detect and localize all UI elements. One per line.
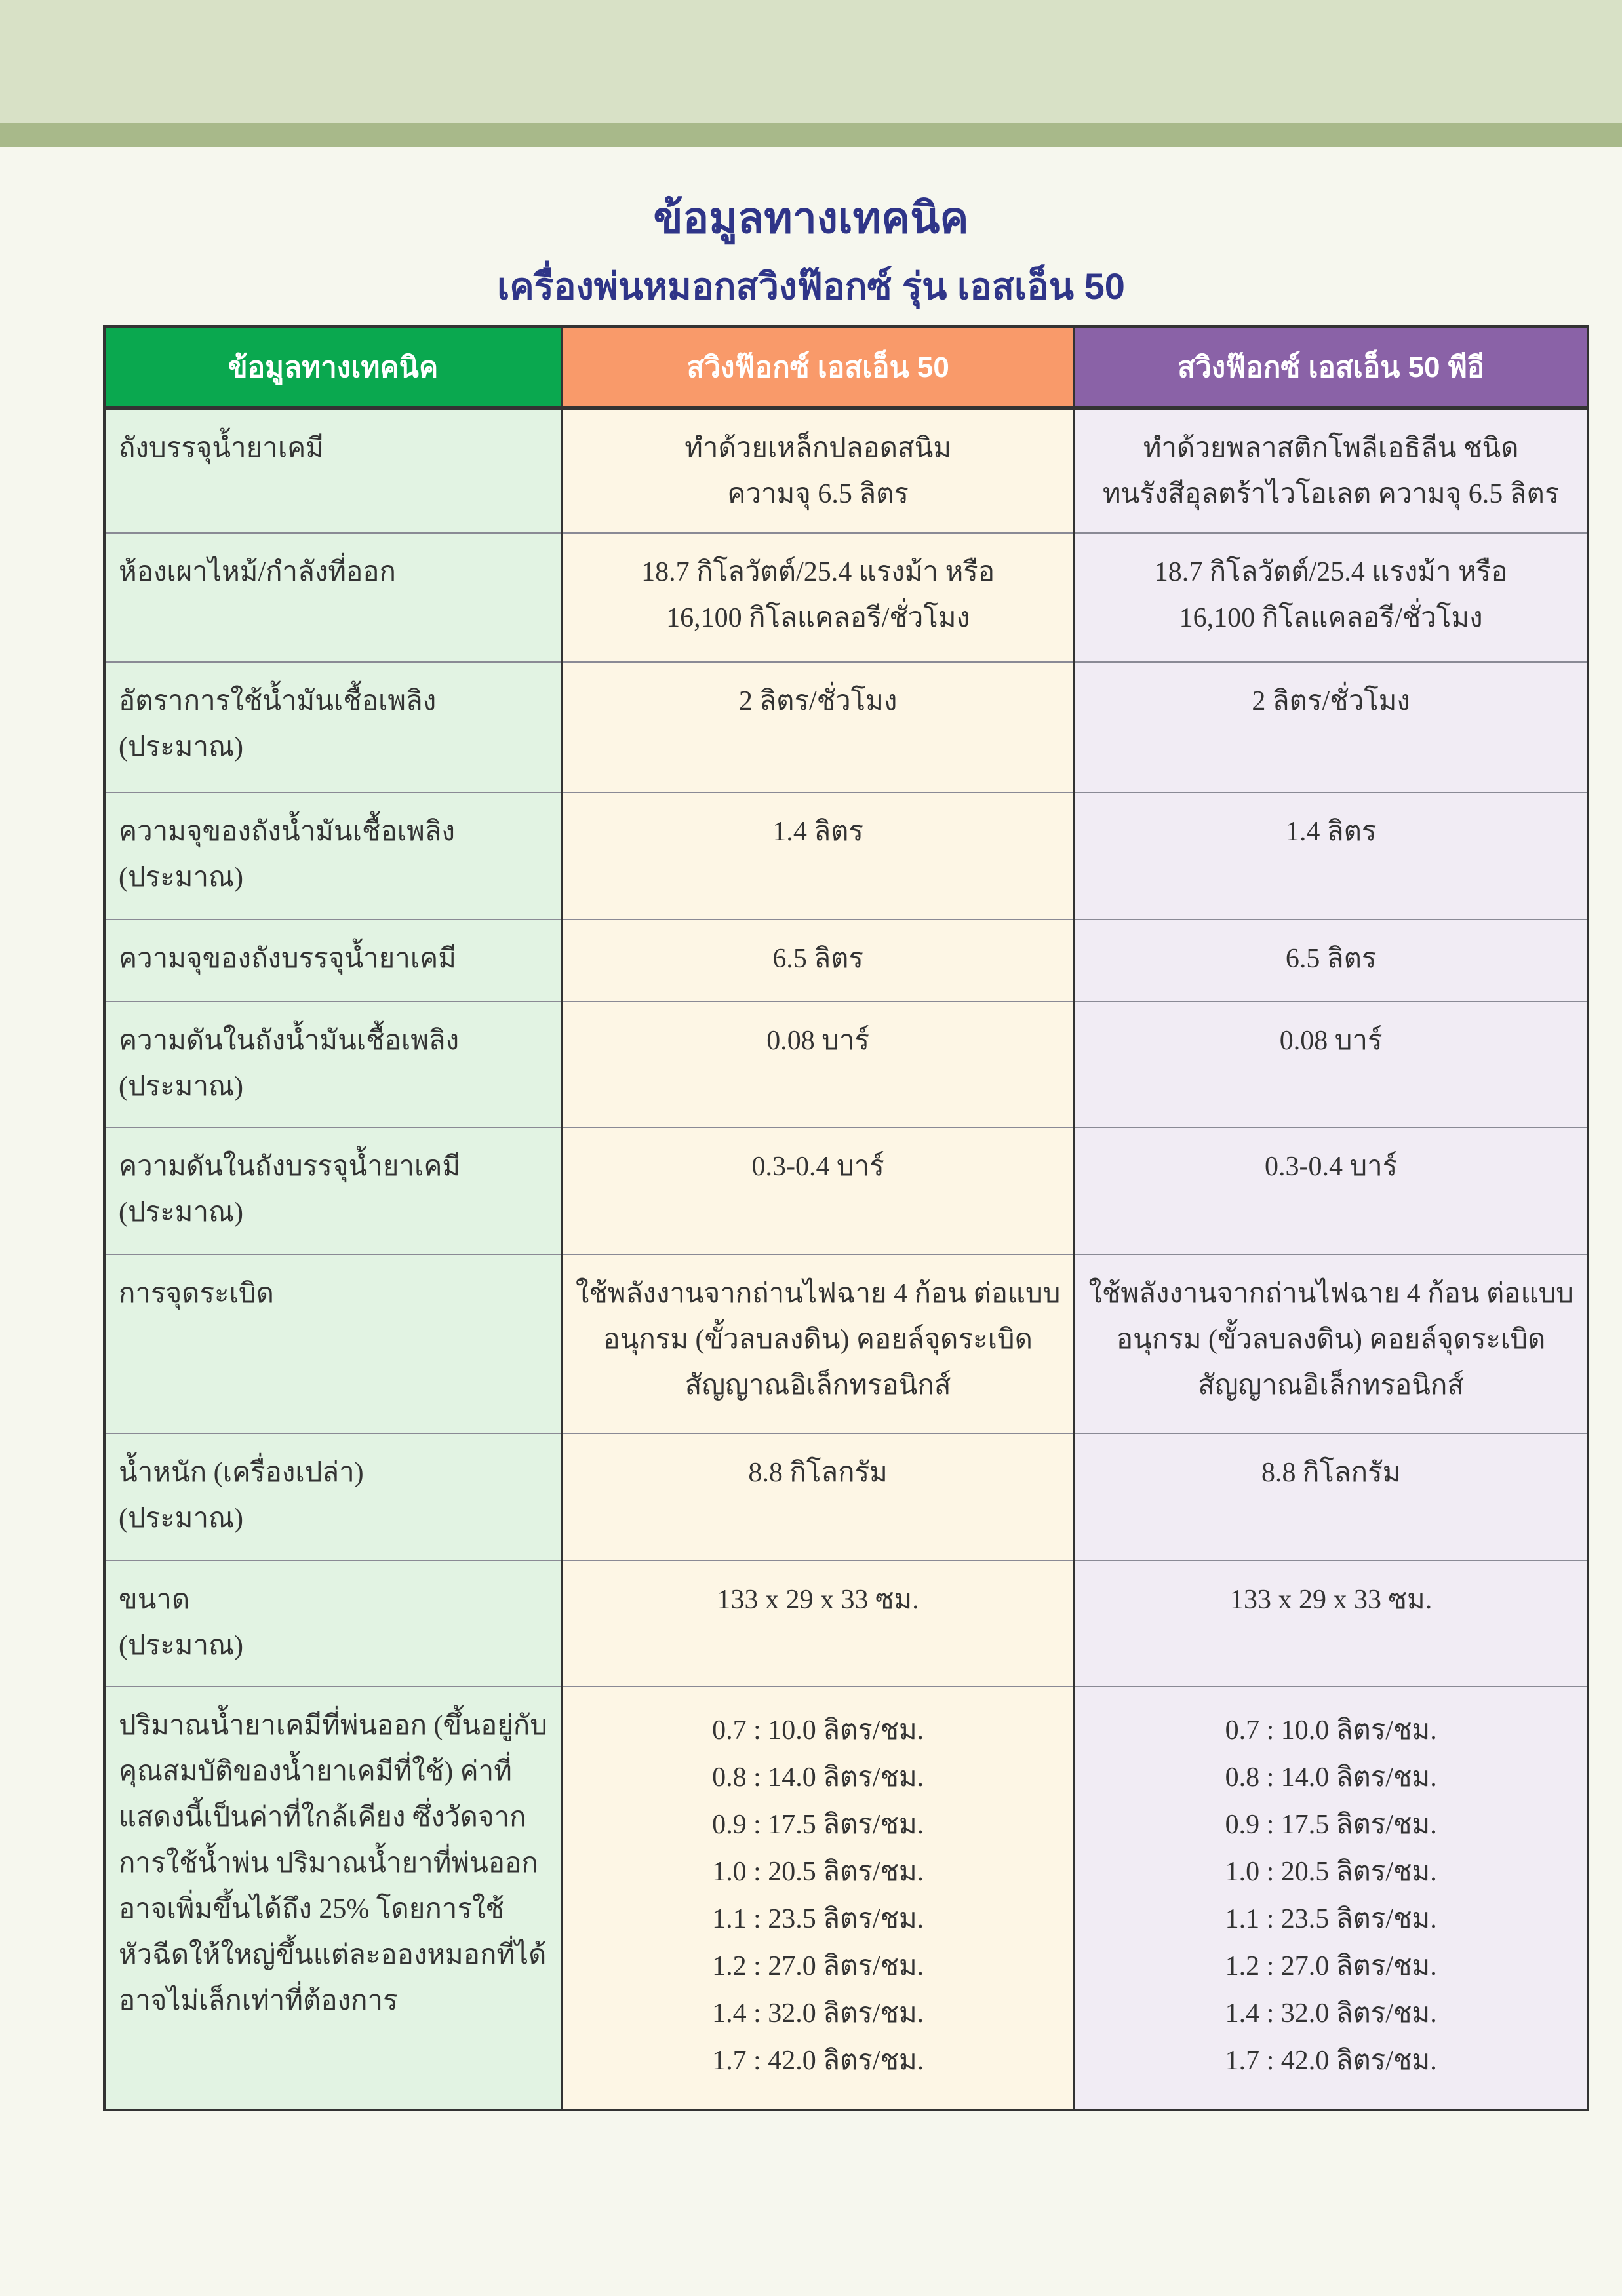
header-spec: ข้อมูลทางเทคนิค xyxy=(104,326,561,408)
sn50-value-line: อนุกรม (ขั้วลบลงดิน) คอยล์จุดระเบิด xyxy=(603,1324,1033,1355)
sn50-value-line: 1.4 : 32.0 ลิตร/ชม. xyxy=(712,1998,924,2029)
sn50pe-value-cell xyxy=(1075,920,1588,1002)
sn50-value-line: ทำด้วยเหล็กปลอดสนิม xyxy=(684,433,952,463)
spec-label-line: ความจุของถังบรรจุน้ำยาเคมี xyxy=(119,943,456,974)
table-row xyxy=(104,1255,1588,1433)
sn50pe-value-line: 16,100 กิโลแคลอรี/ชั่วโมง xyxy=(1179,602,1483,633)
sn50pe-value-cell xyxy=(1075,1127,1588,1255)
table-row xyxy=(104,1433,1588,1561)
spec-label-line: ความดันในถังน้ำมันเชื้อเพลิง xyxy=(119,1025,460,1056)
sn50-value-line: 1.4 ลิตร xyxy=(772,816,863,847)
sn50pe-value-line: 1.2 : 27.0 ลิตร/ชม. xyxy=(1225,1951,1437,1981)
sn50pe-value-line: 0.8 : 14.0 ลิตร/ชม. xyxy=(1225,1762,1437,1793)
sn50pe-value-line: ทนรังสีอุลตร้าไวโอเลต ความจุ 6.5 ลิตร xyxy=(1102,479,1560,509)
spec-label-cell xyxy=(104,1002,561,1127)
spec-label-line: (ประมาณ) xyxy=(119,1197,243,1228)
sn50-value-cell xyxy=(561,1433,1075,1561)
spec-label-line: การใช้น้ำพ่น ปริมาณน้ำยาที่พ่นออก xyxy=(119,1848,538,1878)
page-subtitle: เครื่องพ่นหมอกสวิงฟ๊อกซ์ รุ่น เอสเอ็น 50 xyxy=(497,265,1125,307)
table-row xyxy=(104,1002,1588,1127)
spec-label-line: อาจเพิ่มขึ้นได้ถึง 25% โดยการใช้ xyxy=(119,1894,504,1924)
sn50pe-value-line: 0.08 บาร์ xyxy=(1279,1025,1383,1056)
sn50-value-line: ใช้พลังงานจากถ่านไฟฉาย 4 ก้อน ต่อแบบ xyxy=(575,1278,1061,1309)
sn50pe-value-line: 6.5 ลิตร xyxy=(1285,943,1377,974)
sn50-value-line: 18.7 กิโลวัตต์/25.4 แรงม้า หรือ xyxy=(641,556,995,587)
sn50pe-value-line: 0.7 : 10.0 ลิตร/ชม. xyxy=(1225,1715,1437,1745)
sn50-value-line: 1.7 : 42.0 ลิตร/ชม. xyxy=(712,2045,924,2076)
spec-label-cell xyxy=(104,1561,561,1686)
spec-label-line: ความดันในถังบรรจุน้ำยาเคมี xyxy=(119,1151,461,1182)
sn50-value-cell xyxy=(561,1255,1075,1433)
sn50-value-line: ความจุ 6.5 ลิตร xyxy=(727,479,909,509)
sn50-value-line: 1.0 : 20.5 ลิตร/ชม. xyxy=(712,1856,924,1887)
sn50-value-line: 16,100 กิโลแคลอรี/ชั่วโมง xyxy=(666,602,970,633)
sn50pe-value-cell xyxy=(1075,1002,1588,1127)
sn50pe-value-cell xyxy=(1075,1686,1588,2110)
sn50pe-value-line: 2 ลิตร/ชั่วโมง xyxy=(1252,686,1410,716)
top-band xyxy=(0,0,1622,123)
spec-label-line: (ประมาณ) xyxy=(119,1071,243,1102)
sn50-value-cell xyxy=(561,408,1075,533)
sn50pe-value-line: 133 x 29 x 33 ซม. xyxy=(1230,1584,1433,1615)
spec-label-line: ปริมาณน้ำยาเคมีที่พ่นออก (ขึ้นอยู่กับ xyxy=(119,1710,547,1741)
sn50-value-cell xyxy=(561,1002,1075,1127)
spec-label-cell xyxy=(104,408,561,533)
table-row xyxy=(104,1561,1588,1686)
sn50-value-line: 0.3-0.4 บาร์ xyxy=(751,1151,884,1182)
sn50-value-line: 0.8 : 14.0 ลิตร/ชม. xyxy=(712,1762,924,1793)
sn50pe-value-line: 1.4 : 32.0 ลิตร/ชม. xyxy=(1225,1998,1437,2029)
spec-label-line: (ประมาณ) xyxy=(119,1503,243,1534)
sn50pe-value-line: 0.9 : 17.5 ลิตร/ชม. xyxy=(1225,1809,1437,1840)
spec-label-line: ห้องเผาไหม้/กำลังที่ออก xyxy=(119,556,396,587)
table-row xyxy=(104,662,1588,792)
sn50pe-value-line: อนุกรม (ขั้วลบลงดิน) คอยล์จุดระเบิด xyxy=(1116,1324,1546,1355)
sn50-value-line: 1.2 : 27.0 ลิตร/ชม. xyxy=(712,1951,924,1981)
sn50pe-value-cell xyxy=(1075,1433,1588,1561)
spec-label-cell xyxy=(104,1127,561,1255)
sn50-value-cell xyxy=(561,1686,1075,2110)
table-body xyxy=(104,408,1588,2110)
sn50-value-line: 8.8 กิโลกรัม xyxy=(748,1457,888,1488)
sn50-value-line: 0.9 : 17.5 ลิตร/ชม. xyxy=(712,1809,924,1840)
spec-label-line: หัวฉีดให้ใหญ่ขึ้นแต่ละอองหมอกที่ได้ xyxy=(119,1939,547,1970)
spec-label-cell xyxy=(104,662,561,792)
spec-label-cell xyxy=(104,792,561,920)
spec-label-line: (ประมาณ) xyxy=(119,862,243,893)
table-row xyxy=(104,533,1588,662)
sn50-value-line: 2 ลิตร/ชั่วโมง xyxy=(738,686,898,716)
sn50pe-value-line: ใช้พลังงานจากถ่านไฟฉาย 4 ก้อน ต่อแบบ xyxy=(1088,1278,1573,1309)
sn50pe-value-line: 18.7 กิโลวัตต์/25.4 แรงม้า หรือ xyxy=(1154,556,1508,587)
sn50pe-value-line: 1.0 : 20.5 ลิตร/ชม. xyxy=(1225,1856,1437,1887)
sn50pe-value-line: 8.8 กิโลกรัม xyxy=(1261,1457,1401,1488)
sn50-value-line: 6.5 ลิตร xyxy=(772,943,863,974)
sn50pe-value-line: 1.4 ลิตร xyxy=(1285,816,1377,847)
sn50pe-value-cell xyxy=(1075,662,1588,792)
spec-label-line: (ประมาณ) xyxy=(119,1630,243,1661)
spec-label-line: การจุดระเบิด xyxy=(119,1278,274,1309)
sn50-value-line: 133 x 29 x 33 ซม. xyxy=(717,1584,919,1615)
spec-label-line: ขนาด xyxy=(119,1584,190,1615)
sn50pe-value-cell xyxy=(1075,1255,1588,1433)
spec-label-line: อัตราการใช้น้ำมันเชื้อเพลิง xyxy=(119,686,437,716)
top-stripe xyxy=(0,123,1622,147)
header-sn50: สวิงฟ๊อกซ์ เอสเอ็น 50 xyxy=(561,326,1075,408)
sn50pe-value-cell xyxy=(1075,1561,1588,1686)
spec-label-cell xyxy=(104,920,561,1002)
header-sn50pe: สวิงฟ๊อกซ์ เอสเอ็น 50 พีอี xyxy=(1075,326,1588,408)
table-header-row xyxy=(104,326,1588,408)
spec-label-line: คุณสมบัติของน้ำยาเคมีที่ใช้) ค่าที่ xyxy=(119,1756,512,1787)
table-row xyxy=(104,1686,1588,2110)
spec-label-cell xyxy=(104,1255,561,1433)
sn50-value-cell xyxy=(561,533,1075,662)
spec-label-cell xyxy=(104,1686,561,2110)
spec-table xyxy=(103,325,1589,2111)
spec-label-line: ความจุของถังน้ำมันเชื้อเพลิง xyxy=(119,816,456,847)
spec-label-line: ถังบรรจุน้ำยาเคมี xyxy=(119,433,324,463)
sn50pe-value-line: สัญญาณอิเล็กทรอนิกส์ xyxy=(1198,1370,1465,1401)
sn50pe-value-line: ทำด้วยพลาสติกโพลีเอธิลีน ชนิด xyxy=(1143,433,1519,463)
spec-label-line: น้ำหนัก (เครื่องเปล่า) xyxy=(119,1457,364,1488)
sn50-value-line: 0.7 : 10.0 ลิตร/ชม. xyxy=(712,1715,924,1745)
sn50-value-cell xyxy=(561,1561,1075,1686)
spec-label-line: (ประมาณ) xyxy=(119,731,243,762)
sn50pe-value-line: 1.1 : 23.5 ลิตร/ชม. xyxy=(1225,1903,1437,1934)
sn50-value-line: 0.08 บาร์ xyxy=(766,1025,870,1056)
table-row xyxy=(104,1127,1588,1255)
sn50-value-cell xyxy=(561,792,1075,920)
sn50pe-value-line: 1.7 : 42.0 ลิตร/ชม. xyxy=(1225,2045,1437,2076)
sn50pe-value-cell xyxy=(1075,533,1588,662)
table-row xyxy=(104,920,1588,1002)
spec-label-cell xyxy=(104,1433,561,1561)
sn50-value-cell xyxy=(561,662,1075,792)
page-title: ข้อมูลทางเทคนิค xyxy=(653,193,969,242)
sn50pe-value-cell xyxy=(1075,408,1588,533)
spec-label-line: อาจไม่เล็กเท่าที่ต้องการ xyxy=(119,1985,398,2016)
table-row xyxy=(104,792,1588,920)
spec-label-cell xyxy=(104,533,561,662)
spec-label-line: แสดงนี้เป็นค่าที่ใกล้เคียง ซึ่งวัดจาก xyxy=(119,1802,526,1833)
table-row xyxy=(104,408,1588,533)
sn50-value-cell xyxy=(561,1127,1075,1255)
sn50-value-cell xyxy=(561,920,1075,1002)
sn50-value-line: 1.1 : 23.5 ลิตร/ชม. xyxy=(712,1903,924,1934)
sn50-value-line: สัญญาณอิเล็กทรอนิกส์ xyxy=(684,1370,951,1401)
sn50pe-value-line: 0.3-0.4 บาร์ xyxy=(1265,1151,1398,1182)
sn50pe-value-cell xyxy=(1075,792,1588,920)
